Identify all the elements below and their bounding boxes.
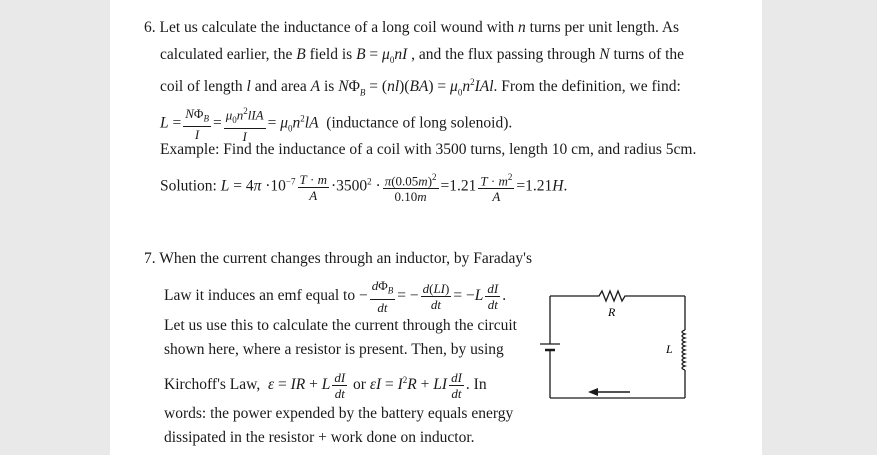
p7-line2: Law it induces an emf equal to − $d\Phi_B$ dt = − $\frac{d(LI)}{dt}$ = −L $\frac{dI}{dt}$ . [164,278,507,315]
p6-solution: Solution: $L = 4\pi \cdot 10^{-7}$ $\frac{T \cdot m}{A}$ $\cdot 3500^2$ · $\frac{\pi(0.05m)^2}{0.10m}$ =1.21 $\frac{T \cdot m^2}{A}$ =1.21H. [160,171,568,205]
p7-line2-text: Law it induces an emf equal to [164,286,356,304]
p7-or: or [353,376,366,394]
p7-line5-text: Kirchoff's Law, [164,376,261,394]
p6-line3: coil of length l and area A is $N\Phi_B = (nl)(BA) = \mu_0n^2IAl$. From the definition, we find: [160,77,681,98]
inductance-formula: L = $N\Phi_B$ I = $\mu_0n^2lIA$ I = $\mu_0n^2lA$ (inductance of long solenoid). [160,105,513,144]
p7-line5: Kirchoff's Law, ε = IR + L $\frac{dI}{dt}$ or $\varepsilon I = I^2R$ + LI $\frac{dI}{dt}$ . In [164,370,487,402]
resistor-symbol [550,291,685,301]
p7-line4: shown here, where a resistor is present. Then, by using [164,341,504,358]
p7-line5-end: . In [465,376,487,394]
document-page [110,0,762,455]
rl-circuit-diagram [530,278,700,418]
p6-example: Example: Find the inductance of a coil with 3500 turns, length 10 cm, and radius 5cm. [160,141,697,158]
p7-line6: words: the power expended by the battery equals energy [164,405,514,422]
formula-note: (inductance of long solenoid). [326,114,513,132]
inductor-label: L [666,342,673,356]
solution-label: Solution: [160,177,217,195]
p7-line3: Let us use this to calculate the current through the circuit [164,317,517,334]
p7-line7: dissipated in the resistor + work done on inductor. [164,429,475,446]
p6-line1: 6. Let us calculate the inductance of a long coil wound with n turns per unit length. As [144,19,680,36]
p6-line2: calculated earlier, the B field is $B = \mu_0nI$ , and the flux passing through N turns of the [160,46,685,66]
inductor-symbol [682,330,685,370]
resistor-label: R [608,305,616,319]
p7-line1: 7. When the current changes through an inductor, by Faraday's [144,250,532,267]
